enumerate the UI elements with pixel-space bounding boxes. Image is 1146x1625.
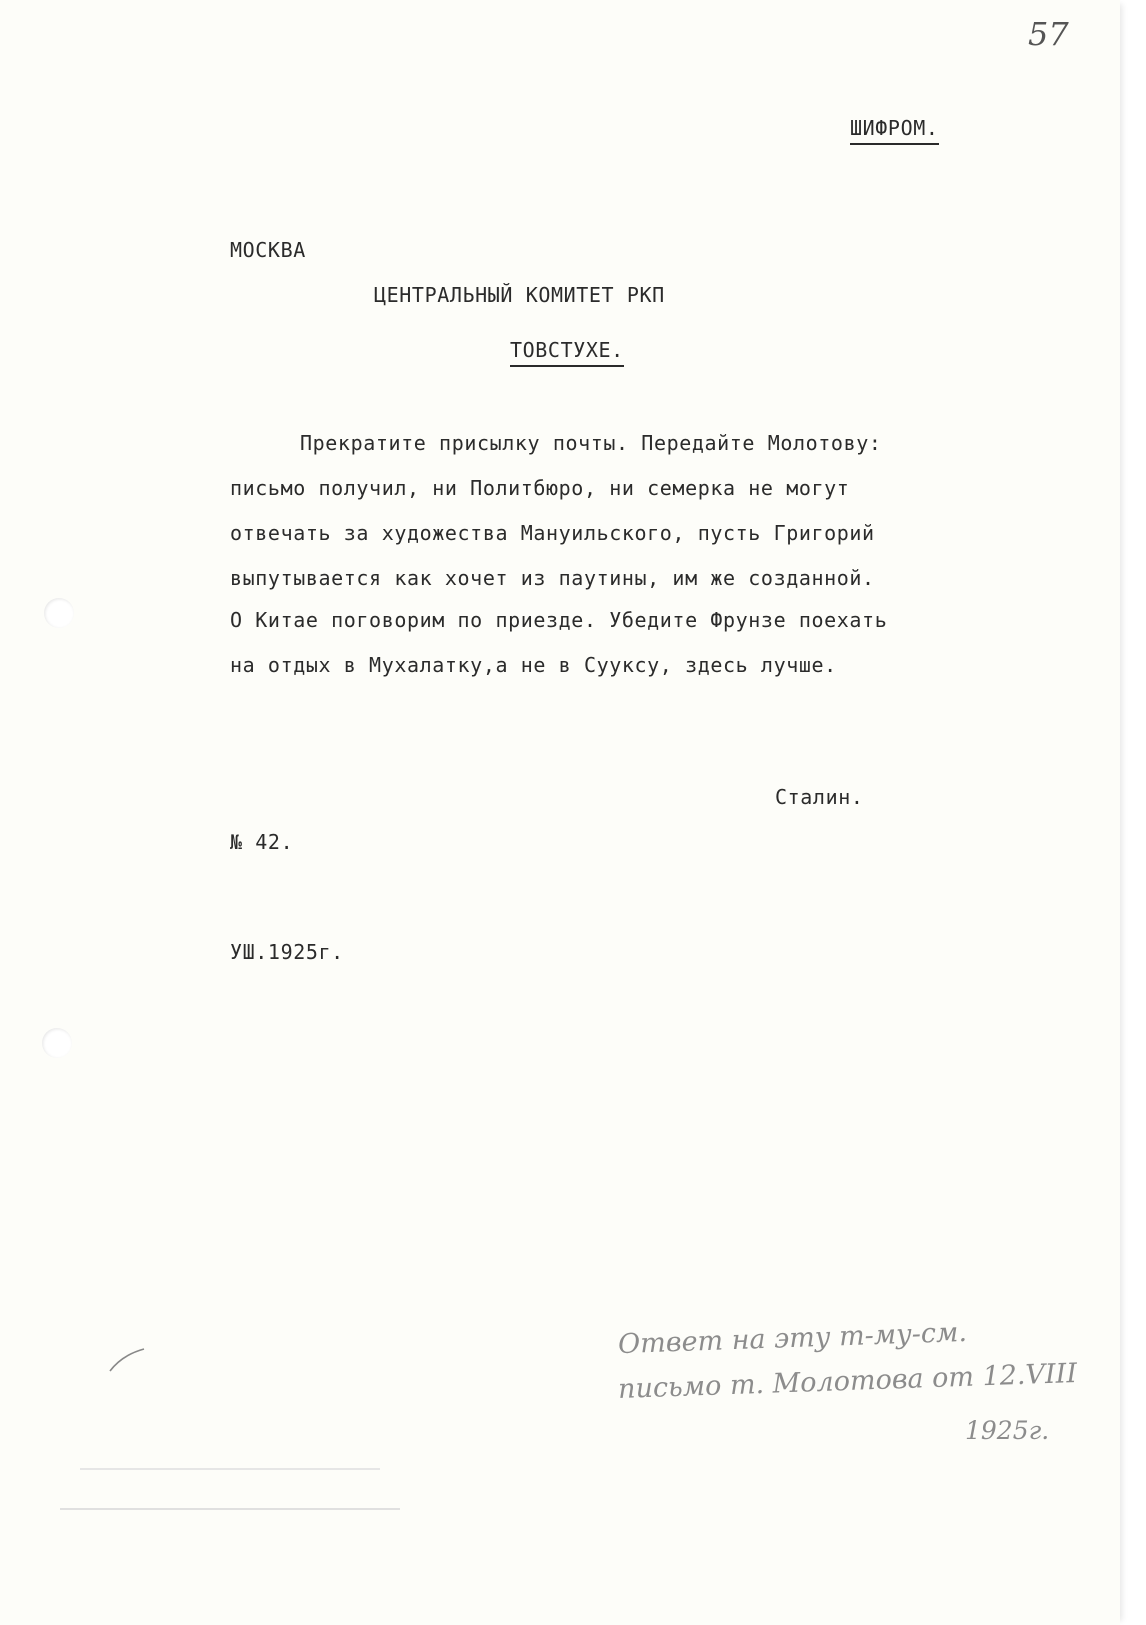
cipher-marking: ШИФРОМ.	[850, 118, 939, 145]
body-line: письмо получил, ни Политбюро, ни семерка не могут	[230, 476, 850, 500]
body-line: выпутывается как хочет из паутины, им же созданной.	[230, 566, 875, 590]
body-line: Прекратите присылку почты. Передайте Молотову:	[300, 431, 882, 455]
body-line: отвечать за художества Мануильского, пусть Григорий	[230, 521, 875, 545]
ink-mark	[108, 1345, 148, 1375]
handwritten-note-line: Ответ на эту т-му-см.	[617, 1316, 968, 1361]
body-line: О Китае поговорим по приезде. Убедите Фрунзе поехать	[230, 608, 888, 632]
handwritten-note-line: письмо т. Молотова от 12.VIII	[617, 1357, 1078, 1406]
signature: Сталин.	[775, 785, 864, 809]
document-number: № 42.	[230, 830, 294, 854]
handwritten-note-line: 1925г.	[965, 1416, 1050, 1445]
bleed-through-marks	[40, 1430, 400, 1540]
body-line: на отдых в Мухалатку,а не в Сууксу, здесь лучше.	[230, 653, 837, 677]
punch-hole-bottom	[42, 1028, 72, 1058]
document-date: УШ.1925г.	[230, 940, 344, 964]
recipient-organization: ЦЕНТРАЛЬНЫЙ КОМИТЕТ РКП	[374, 283, 665, 307]
folio-number: 57	[1028, 15, 1069, 53]
recipient-city: МОСКВА	[230, 238, 306, 262]
recipient-addressee: ТОВСТУХЕ.	[510, 340, 624, 367]
punch-hole-top	[44, 598, 74, 628]
